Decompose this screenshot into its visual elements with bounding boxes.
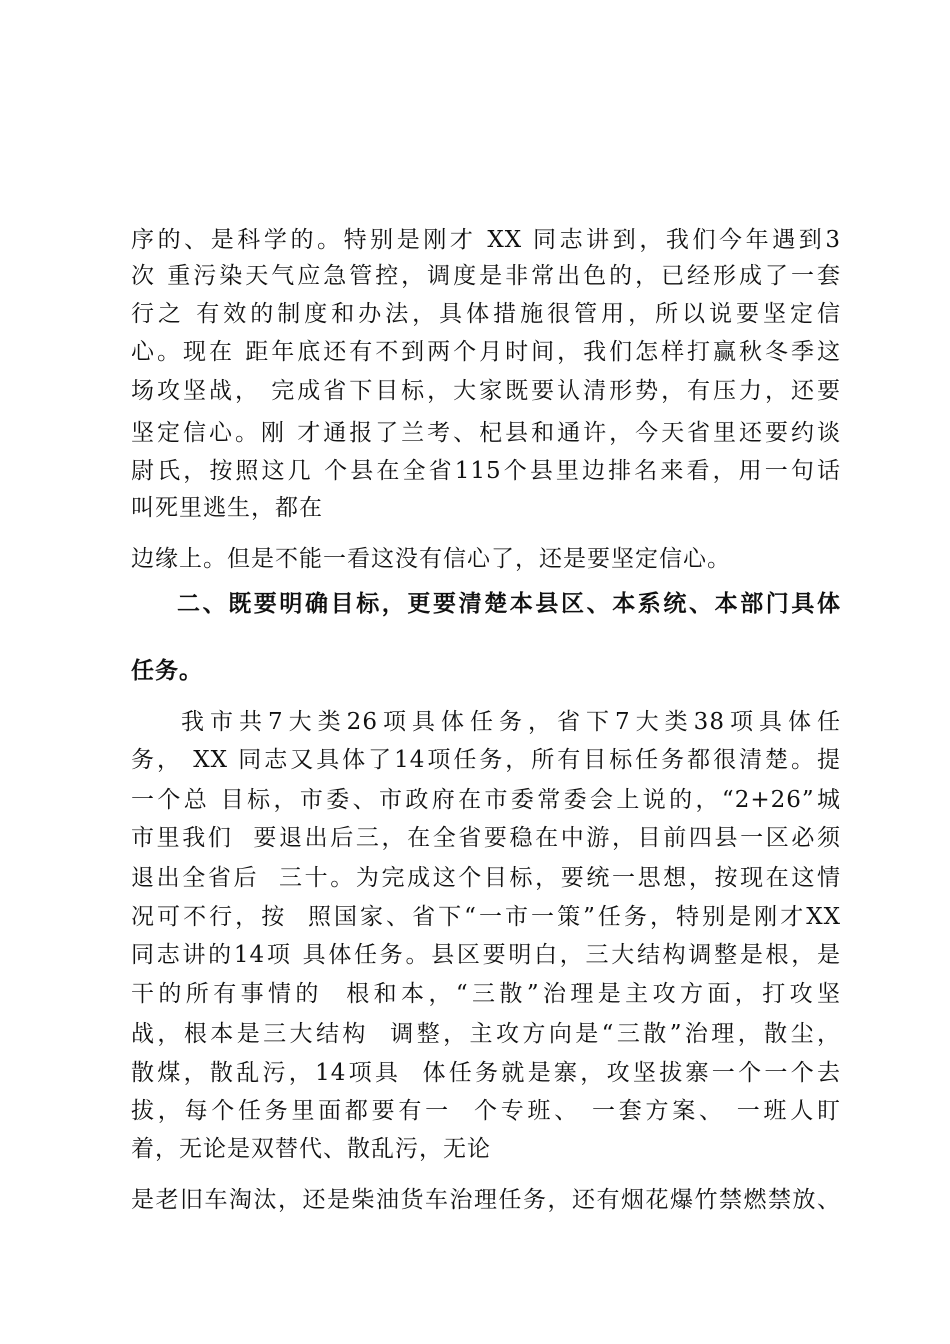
paragraph-2: 边缘上。但是不能一看这没有信心了，还是要坚定信心。: [131, 546, 731, 572]
text-line: 心。现在 距年底还有不到两个月时间，我们怎样打赢秋冬季这: [131, 339, 841, 365]
text-line: 场攻坚战， 完成省下目标，大家既要认清形势，有压力，还要: [131, 378, 841, 404]
text-line: 同志讲的14项 具体任务。县区要明白，三大结构调整是根，是: [131, 942, 841, 968]
text-line: 市里我们 要退出后三，在全省要稳在中游，目前四县一区必须: [131, 825, 841, 851]
text-line: 拔，每个任务里面都要有一 个专班、 一套方案、 一班人盯: [131, 1098, 841, 1124]
text-line: 坚定信心。刚 才通报了兰考、杞县和通许，今天省里还要约谈: [131, 420, 841, 446]
text-line: 战，根本是三大结构 调整，主攻方向是“三散”治理，散尘，: [131, 1021, 841, 1047]
text-line: 散煤，散乱污，14项具 体任务就是寨，攻坚拔寨一个一个去: [131, 1060, 841, 1086]
paragraph-4: 是老旧车淘汰，还是柴油货车治理任务，还有烟花爆竹禁燃禁放、: [131, 1187, 841, 1213]
heading-line-2: 任务。: [131, 658, 203, 684]
text-line: 着，无论是双替代、散乱污，无论: [131, 1136, 491, 1162]
text-line: 退出全省后 三十。为完成这个目标，要统一思想，按现在这情: [131, 865, 841, 891]
text-line: 干的所有事情的 根和本，“三散”治理是主攻方面，打攻坚: [131, 981, 841, 1007]
text-line: 务， XX 同志又具体了14项任务，所有目标任务都很清楚。提: [131, 747, 841, 773]
heading-line-1: 二、既要明确目标，更要清楚本县区、本系统、本部门具体: [177, 591, 841, 617]
text-line: 序的、是科学的。特别是刚才 XX 同志讲到，我们今年遇到3: [131, 227, 841, 253]
text-line: 我市共7大类26项具体任务，省下7大类38项具体任: [181, 709, 841, 735]
text-line: 尉氏，按照这几 个县在全省115个县里边排名来看，用一句话: [131, 458, 841, 484]
text-line: 叫死里逃生，都在: [131, 495, 323, 521]
text-line: 况可不行，按 照国家、省下“一市一策”任务，特别是刚才XX: [131, 904, 841, 930]
text-line: 一个总 目标，市委、市政府在市委常委会上说的，“2+26”城: [131, 787, 841, 813]
text-line: 次 重污染天气应急管控，调度是非常出色的，已经形成了一套: [131, 263, 841, 289]
text-line: 行之 有效的制度和办法，具体措施很管用，所以说要坚定信: [131, 301, 841, 327]
